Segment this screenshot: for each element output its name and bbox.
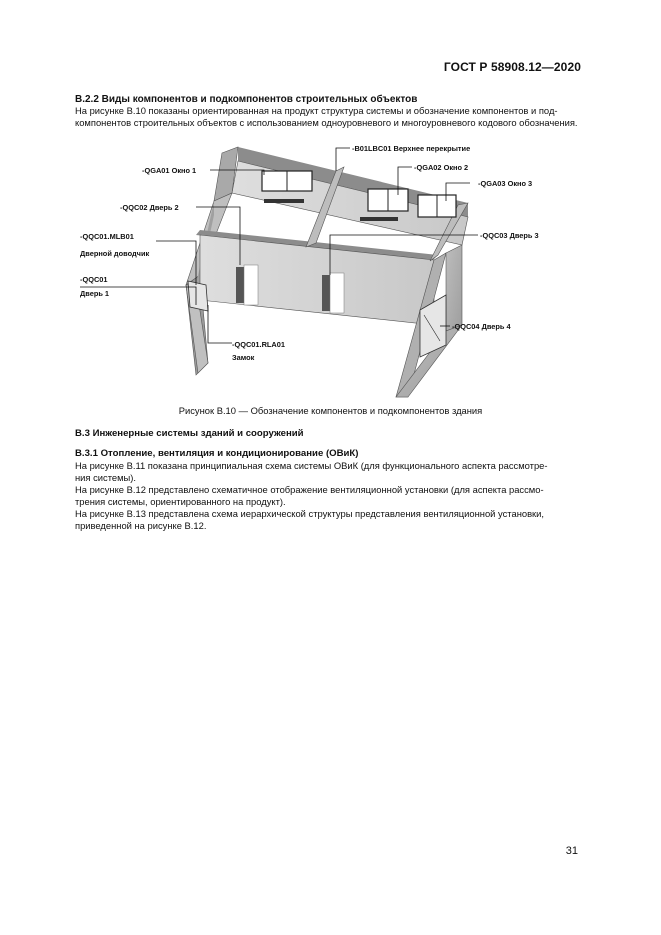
label-qqc01: -QQC01 — [80, 275, 108, 284]
section-heading-b22: В.2.2 Виды компонентов и подкомпонентов строительных объектов — [75, 94, 418, 105]
label-qga02: -QGA02 Окно 2 — [414, 163, 469, 172]
page-number: 31 — [565, 845, 578, 857]
paragraph-line: На рисунке В.10 показаны ориентированная на продукт структура системы и обозначение компонентов и под- — [75, 105, 558, 116]
door-1 — [188, 281, 208, 311]
label-qqc02: -QQC02 Дверь 2 — [120, 203, 179, 212]
label-door-closer: Дверной доводчик — [80, 249, 150, 258]
doorway-2 — [244, 265, 258, 305]
label-qqc01-mlb01: -QQC01.MLB01 — [80, 232, 134, 241]
door-3 — [322, 275, 330, 311]
doorway-3 — [330, 273, 344, 313]
document-id: ГОСТ Р 58908.12—2020 — [443, 60, 581, 74]
label-door-1: Дверь 1 — [80, 289, 110, 298]
paragraph-line: На рисунке В.13 представлена схема иерархической структуры представления вентиляционной установки, — [75, 508, 545, 519]
middle-wall — [200, 235, 434, 325]
sill-1 — [264, 199, 304, 203]
paragraph-line: На рисунке В.12 представлено схематичное отображение вентиляционной установки (для аспекта рассмо- — [75, 484, 544, 495]
label-b01: -B01LBC01 Верхнее перекрытие — [352, 144, 471, 153]
paragraph-line: ния системы). — [75, 472, 137, 483]
door-2 — [236, 267, 244, 303]
window-3 — [418, 195, 456, 217]
label-qga01: -QGA01 Окно 1 — [142, 166, 197, 175]
sill-2 — [360, 217, 398, 221]
label-qga03: -QGA03 Окно 3 — [478, 179, 533, 188]
label-lock: Замок — [232, 353, 255, 362]
section-heading-b3: В.3 Инженерные системы зданий и сооружений — [75, 428, 304, 439]
label-qqc03: -QQC03 Дверь 3 — [480, 231, 539, 240]
paragraph-line: компонентов строительных объектов с использованием одноуровневого и многоуровневого кодового обозначения. — [75, 117, 578, 128]
paragraph-line: На рисунке В.11 показана принципиальная схема системы ОВиК (для функционального аспекта рассмотре- — [75, 460, 548, 471]
paragraph-line: трения системы, ориентированного на продукт). — [75, 496, 286, 507]
right-wall-face — [446, 245, 462, 331]
label-qqc01-rla01: -QQC01.RLA01 — [232, 340, 285, 349]
building-figure — [0, 135, 661, 400]
paragraph-line: приведенной на рисунке В.12. — [75, 520, 207, 531]
label-qqc04: -QQC04 Дверь 4 — [452, 322, 511, 331]
section-heading-b31: В.3.1 Отопление, вентиляция и кондиционирование (ОВиК) — [75, 448, 359, 459]
window-1 — [262, 171, 312, 191]
window-2 — [368, 189, 408, 211]
figure-caption: Рисунок В.10 — Обозначение компонентов и подкомпонентов здания — [178, 405, 483, 416]
